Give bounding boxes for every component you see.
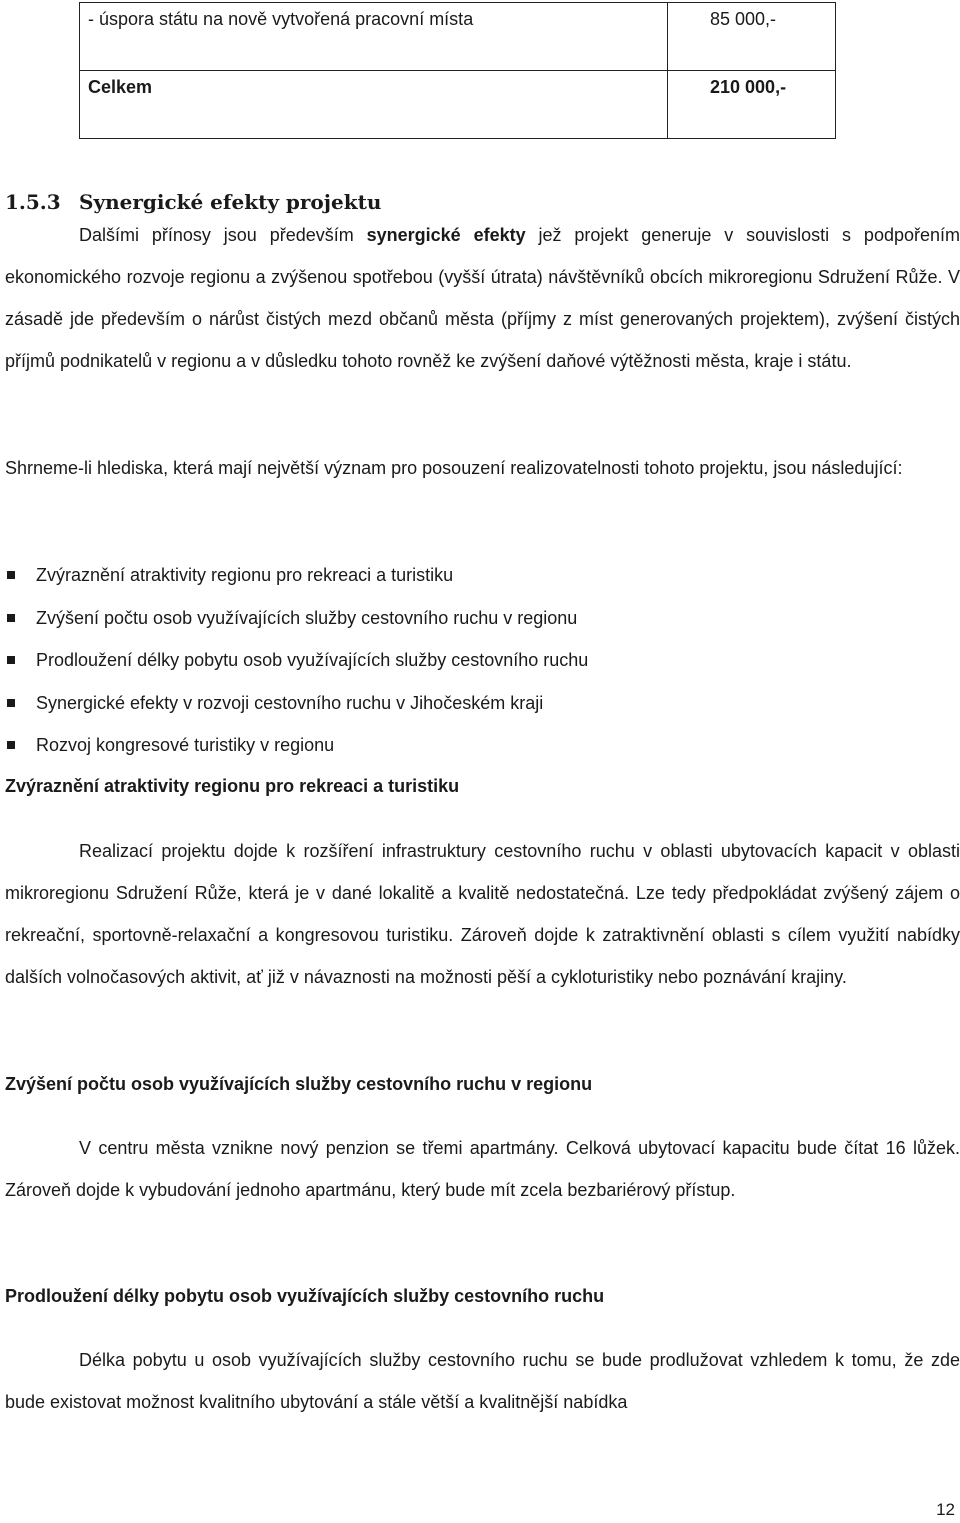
list-item-text: Zvýraznění atraktivity regionu pro rekreaci a turistiku [36, 565, 454, 585]
cost-table [79, 2, 836, 139]
list-item [5, 724, 945, 767]
section-number: 1.5.3 [5, 190, 61, 214]
table-cell-label: Celkem [80, 71, 668, 139]
section-title: Synergické efekty projektu [79, 190, 382, 214]
list-item [5, 554, 945, 597]
intro-bold: synergické efekty [366, 225, 526, 245]
square-bullet-icon [7, 656, 15, 664]
list-item-text: Zvýšení počtu osob využívajících služby cestovního ruchu v regionu [36, 607, 578, 628]
square-bullet-icon [7, 699, 15, 707]
section-heading [5, 190, 381, 214]
stay-length-paragraph [5, 1339, 960, 1423]
table-cell-label: - úspora státu na nově vytvořená pracovní místa [80, 3, 668, 71]
subheading-attractiveness: Zvýraznění atraktivity regionu pro rekreaci a turistiku [5, 776, 460, 796]
page-number: 12 [936, 1500, 955, 1519]
subheading-stay-length: Prodloužení délky pobytu osob využívajících služby cestovního ruchu [5, 1286, 605, 1306]
square-bullet-icon [7, 741, 15, 749]
square-bullet-icon [7, 614, 15, 622]
list-item [5, 682, 945, 725]
intro-text-2: jež projekt generuje v souvislosti s podpořením ekonomického rozvoje regionu a zvýšenou spotřebou (vyšší útrata) návštěvníků obcích mikroregionu Sdružení Růže. V zásadě jde především o nárůst čistých mezd občanů města (příjmy z míst generovaných projektem), zvýšení čistých příjmů podnikatelů v regionu a v důsledku tohoto rovněž ke zvýšení daňové výtěžnosti města, kraje i státu. [5, 225, 960, 371]
square-bullet-icon [7, 571, 15, 579]
bullet-list [5, 554, 945, 767]
table-row [80, 71, 836, 139]
table-row [80, 3, 836, 71]
table-cell-value: 210 000,- [668, 71, 836, 139]
attractiveness-text: Realizací projektu dojde k rozšíření infrastruktury cestovního ruchu v oblasti ubytovacích kapacit v oblasti mikroregionu Sdružení Růže, která je v dané lokalitě a kvalitě nedostatečná. Lze tedy předpokládat zvýšený zájem o rekreační, sportovně-relaxační a kongresovou turistiku. Zároveň dojde k zatraktivnění oblasti s cílem využití nabídky dalších volnočasových aktivit, ať již v návaznosti na možnosti pěší a cykloturistiky nebo poznávání krajiny. [5, 841, 960, 987]
subheading-visitors: Zvýšení počtu osob využívajících služby cestovního ruchu v regionu [5, 1074, 593, 1094]
list-item-text: Rozvoj kongresové turistiky v regionu [36, 735, 335, 755]
summary-paragraph: Shrneme-li hlediska, která mají největší význam pro posouzení realizovatelnosti tohoto projektu, jsou následující: [5, 458, 903, 478]
list-item-text: Synergické efekty v rozvoji cestovního ruchu v Jihočeském kraji [36, 692, 544, 713]
visitors-paragraph [5, 1127, 960, 1211]
intro-text-1: Dalšími přínosy jsou především [79, 225, 367, 245]
intro-paragraph [5, 214, 960, 382]
list-item [5, 597, 945, 640]
list-item-text: Prodloužení délky pobytu osob využívajících služby cestovního ruchu [36, 650, 589, 670]
table-cell-value: 85 000,- [668, 3, 836, 71]
stay-length-text: Délka pobytu u osob využívajících služby cestovního ruchu se bude prodlužovat vzhledem k tomu, že zde bude existovat možnost kvalitního ubytování a stále větší a kvalitnější nabídka [5, 1350, 960, 1412]
visitors-text: V centru města vznikne nový penzion se třemi apartmány. Celková ubytovací kapacitu bude čítat 16 lůžek. Zároveň dojde k vybudování jednoho apartmánu, který bude mít zcela bezbariérový přístup. [5, 1138, 960, 1200]
list-item [5, 639, 945, 682]
attractiveness-paragraph [5, 830, 960, 998]
